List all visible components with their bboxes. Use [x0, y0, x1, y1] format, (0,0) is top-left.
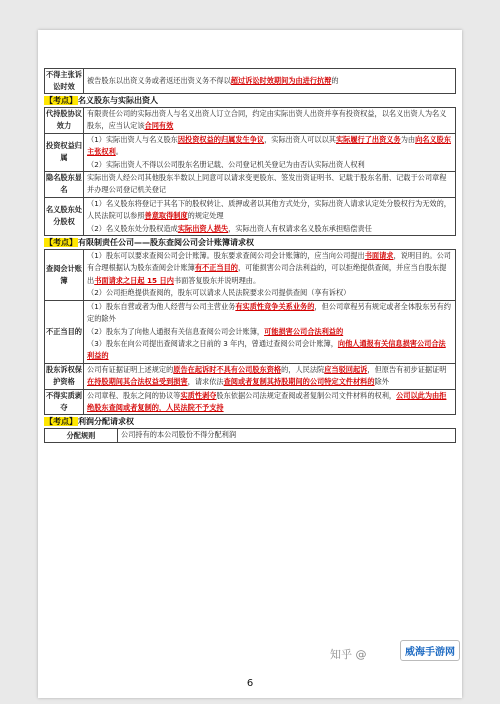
row-text [84, 133, 456, 171]
row-text [84, 250, 456, 301]
row-label: 股东诉权保护资格 [45, 363, 84, 389]
row-label: 不得主张诉讼时效 [45, 69, 84, 94]
row-text: 实际出资人经公司其他股东半数以上同意可以请求变更股东、签发出资证明书、记载于股东名册、记载于公司章程并办理公司登记机关登记 [84, 172, 456, 198]
top-table [44, 68, 456, 94]
row-text [84, 300, 456, 363]
paragraph: （1）股东自营或者为他人经营与公司主营业务有实质性竞争关系业务的，但公司章程另有规定或者全体股东另有约定的除外 [87, 301, 451, 324]
table-row [45, 250, 456, 301]
row-text [84, 197, 456, 235]
table-row [45, 197, 456, 235]
document-page [38, 30, 462, 698]
table-row [45, 172, 456, 198]
row-label: 不正当目的 [45, 300, 84, 363]
row-text: 公司有证据证明上述规定的原告在起诉时不具有公司股东资格的，人民法院应当驳回起诉，但原告有初步证据证明在持股期间其合法权益受到损害，请求依法查阅或者复制其持股期间的公司特定文件材料的除外 [84, 363, 456, 389]
page-number: 6 [246, 678, 254, 689]
paragraph: （2）公司拒绝提供查阅的，股东可以请求人民法院要求公司提供查阅（享有诉权） [87, 288, 351, 298]
shareholder-table [44, 107, 456, 236]
section-heading: 【考点】有限制责任公司——股东查阅公司会计账簿请求权 [45, 238, 254, 248]
row-label: 不得实质剥夺 [45, 389, 84, 415]
site-badge: 威海手游网 [400, 640, 460, 661]
section-heading: 【考点】名义股东与实际出资人 [45, 96, 158, 105]
paragraph: （2）名义股东处分股权造成实际出资人损失，实际出资人有权请求名义股东承担赔偿责任 [87, 223, 372, 233]
watermark-text: 知乎 @ [330, 648, 367, 661]
paragraph: （2）股东为了向他人通报有关信息查阅公司会计账簿，可能损害公司合法利益的 [87, 326, 344, 336]
paragraph: （1）实际出资人与名义股东因投资权益的归属发生争议，实际出资人可以以其实际履行了出资义务为由向名义股东主张权利。 [87, 134, 452, 157]
row-text: 被告股东以出资义务或者返还出资义务不得以超过诉讼时效期间为由进行抗辩的 [84, 69, 456, 94]
inspection-table [44, 249, 456, 415]
profit-table [44, 428, 456, 442]
paragraph: （1）名义股东将登记于其名下的股权转让、质押或者以其他方式处分，实际出资人请求认定处分股权行为无效的，人民法院可以参照善意取得制度的规定处理 [87, 198, 451, 221]
row-label: 隐名股东显名 [45, 172, 84, 198]
row-label: 查阅会计账簿 [45, 250, 84, 301]
table-row [45, 108, 456, 134]
table-row [45, 429, 456, 442]
row-label: 投资权益归属 [45, 133, 84, 171]
paragraph: （1）股东可以要求查阅公司会计账簿。股东要求查阅公司会计账簿的，应当向公司提出书面请求，说明目的。公司有合理根据认为股东查阅会计账簿有不正当目的，可能损害公司合法利益的，可以拒绝提供查阅，并应当自股东提出书面请求之日起 15 日内书面答复股东并说明理由。 [87, 251, 451, 285]
section-heading: 【考点】利润分配请求权 [45, 417, 134, 427]
paragraph: （3）股东在向公司提出查阅请求之日前的 3 年内，曾通过查阅公司会计账簿，向他人通报有关信息损害公司合法利益的 [87, 338, 446, 361]
document-content [44, 68, 456, 443]
row-text: 有限责任公司的实际出资人与名义出资人订立合同，约定由实际出资人出资并享有投资权益，以名义出资人为名义股东，应当认定该合同有效 [84, 108, 456, 134]
table-row [45, 133, 456, 171]
row-label: 名义股东处分股权 [45, 197, 84, 235]
row-label: 分配规则 [45, 429, 118, 442]
row-label: 代持股协议效力 [45, 108, 84, 134]
row-text: 公司章程、股东之间的协议等实质性剥夺股东依据公司法规定查阅或者复制公司文件材料的权利，公司以此为由拒绝股东查阅或者复制的，人民法院不予支持 [84, 389, 456, 415]
table-row [45, 389, 456, 415]
table-row [45, 300, 456, 363]
row-text: 公司持有的本公司股份不得分配利润 [118, 429, 456, 442]
table-row [45, 69, 456, 94]
paragraph: （2）实际出资人不得以公司股东名册记载、公司登记机关登记为由否认实际出资人权利 [87, 159, 365, 169]
table-row [45, 363, 456, 389]
